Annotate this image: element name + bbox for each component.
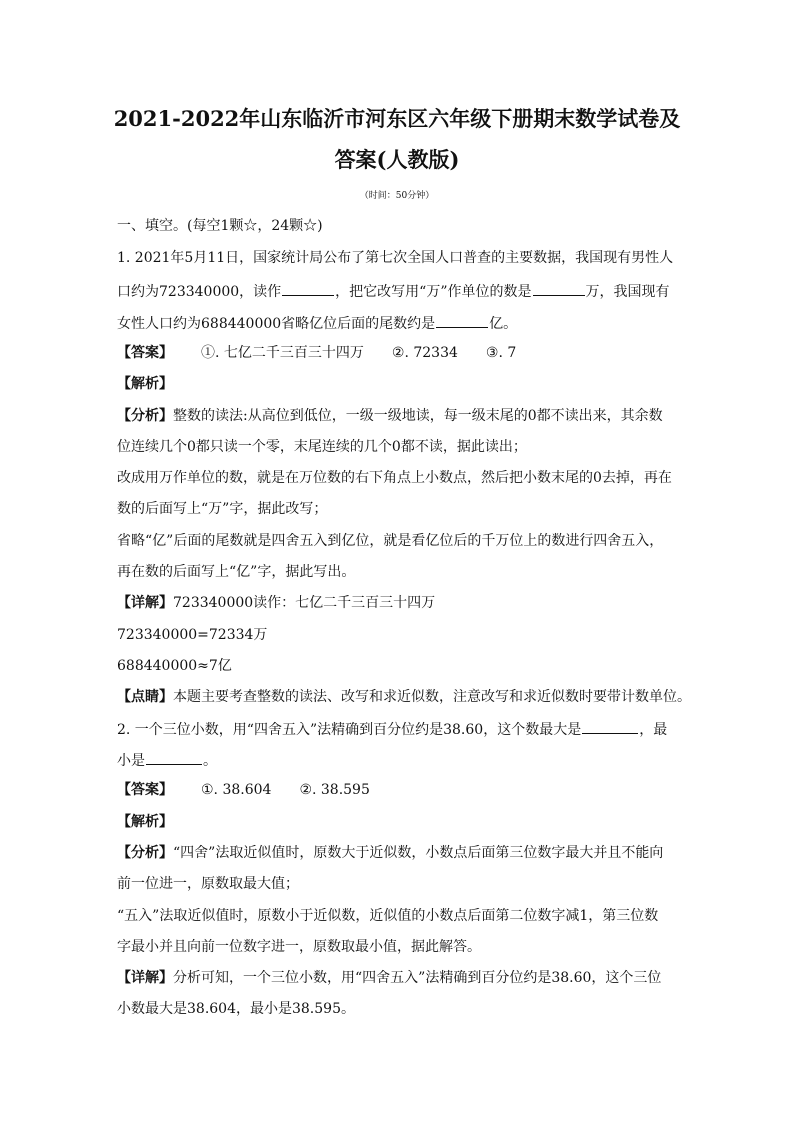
detail-text: 分析可知，一个三位小数，用“四舍五入”法精确到百分位约是38.60，这个三位 <box>173 970 662 986</box>
q1-fenxi-line-6: 再在数的后面写上“亿”字，据此写出。 <box>117 564 356 580</box>
answer-item: ①. 38.604 <box>201 782 272 798</box>
q1-text-line-3 <box>117 312 517 334</box>
answer-blank <box>582 718 638 734</box>
analysis-label: 【解析】 <box>117 814 173 830</box>
q2-fenxi-line-4: 字最小并且向前一位数字进一，原数取最小值，据此解答。 <box>117 939 481 955</box>
answer-blank <box>436 312 488 328</box>
fenxi-label: 【分析】 <box>117 845 173 861</box>
answer-item: ③. 7 <box>485 345 517 361</box>
q2-text-segment: 2. 一个三位小数，用“四舍五入”法精确到百分位约是38.60，这个数最大是 <box>117 722 582 738</box>
answer-label: 【答案】 <box>117 782 173 798</box>
document-title-line-1: 2021-2022年山东临沂市河东区六年级下册期末数学试卷及 <box>113 106 681 131</box>
q1-comment-line <box>117 687 691 707</box>
q1-fenxi-line-2: 位连续几个0都只读一个零，末尾连续的几个0都不读，据此读出； <box>117 439 527 455</box>
q1-fenxi-line-4: 数的后面写上“万”字，据此改写； <box>117 501 328 517</box>
q2-text-segment: ，最 <box>639 722 668 738</box>
fenxi-text: 整数的读法:从高位到低位，一级一级地读，每一级末尾的0都不读出来，其余数 <box>173 408 663 424</box>
q1-text-segment: 口约为723340000，读作 <box>117 284 282 300</box>
q2-text-segment: 。 <box>203 753 217 769</box>
q2-answer-line <box>117 780 370 800</box>
q2-detail-line-2: 小数最大是38.604，最小是38.595。 <box>117 1001 355 1017</box>
q1-fenxi-line-3: 改成用万作单位的数，就是在万位数的右下角点上小数点，然后把小数末尾的0去掉，再在 <box>117 470 672 486</box>
answer-label: 【答案】 <box>117 345 173 361</box>
q2-fenxi-line-3: “五入”法取近似值时，原数小于近似数，近似值的小数点后面第二位数字减1，第三位数 <box>117 908 659 924</box>
q1-detail-line-2: 723340000=72334万 <box>117 627 268 643</box>
fenxi-label: 【分析】 <box>117 408 173 424</box>
q1-text-segment: 万，我国现有 <box>585 284 670 300</box>
answer-blank <box>146 749 202 765</box>
q1-text-line-1: 1. 2021年5月11日，国家统计局公布了第七次全国人口普查的主要数据，我国现有男性人 <box>117 250 674 266</box>
q2-text-line-2 <box>117 749 217 771</box>
comment-text: 本题主要考查整数的读法、改写和求近似数，注意改写和求近似数时要带计数单位。 <box>173 689 691 705</box>
answer-item: ①. 七亿二千三百三十四万 <box>201 345 364 361</box>
q1-text-segment: 亿。 <box>489 316 518 332</box>
document-title-line-2: 答案(人教版) <box>334 147 460 172</box>
comment-label: 【点睛】 <box>117 689 173 705</box>
time-note: （时间：50分钟） <box>359 191 435 201</box>
answer-item: ②. 38.595 <box>299 782 370 798</box>
q2-detail-line-1 <box>117 968 661 988</box>
q1-detail-line-1 <box>117 593 435 613</box>
detail-label: 【详解】 <box>117 970 173 986</box>
detail-label: 【详解】 <box>117 595 173 611</box>
q2-text-segment: 小是 <box>117 753 145 769</box>
section-heading: 一、填空。(每空1颗☆，24颗☆) <box>117 218 323 234</box>
analysis-label: 【解析】 <box>117 376 173 392</box>
detail-text: 723340000读作：七亿二千三百三十四万 <box>173 595 436 611</box>
q1-fenxi-line-1 <box>117 406 663 426</box>
q1-fenxi-line-5: 省略“亿”后面的尾数就是四舍五入到亿位，就是看亿位后的千万位上的数进行四舍五入， <box>117 533 664 549</box>
q1-text-segment: 女性人口约为688440000省略亿位后面的尾数约是 <box>117 316 436 332</box>
fenxi-text: “四舍”法取近似值时，原数大于近似数，小数点后面第三位数字最大并且不能向 <box>173 845 664 861</box>
q1-detail-line-3: 688440000≈7亿 <box>117 658 232 674</box>
answer-item: ②. 72334 <box>391 345 458 361</box>
q1-text-segment: ，把它改写用“万”作单位的数是 <box>335 284 532 300</box>
q2-fenxi-line-1 <box>117 843 663 863</box>
q2-fenxi-line-2: 前一位进一，原数取最大值； <box>117 876 299 892</box>
answer-blank <box>533 280 585 296</box>
q2-text-line-1 <box>117 718 667 740</box>
q1-answer-line <box>117 343 516 363</box>
q1-text-line-2 <box>117 280 670 302</box>
answer-blank <box>282 280 334 296</box>
